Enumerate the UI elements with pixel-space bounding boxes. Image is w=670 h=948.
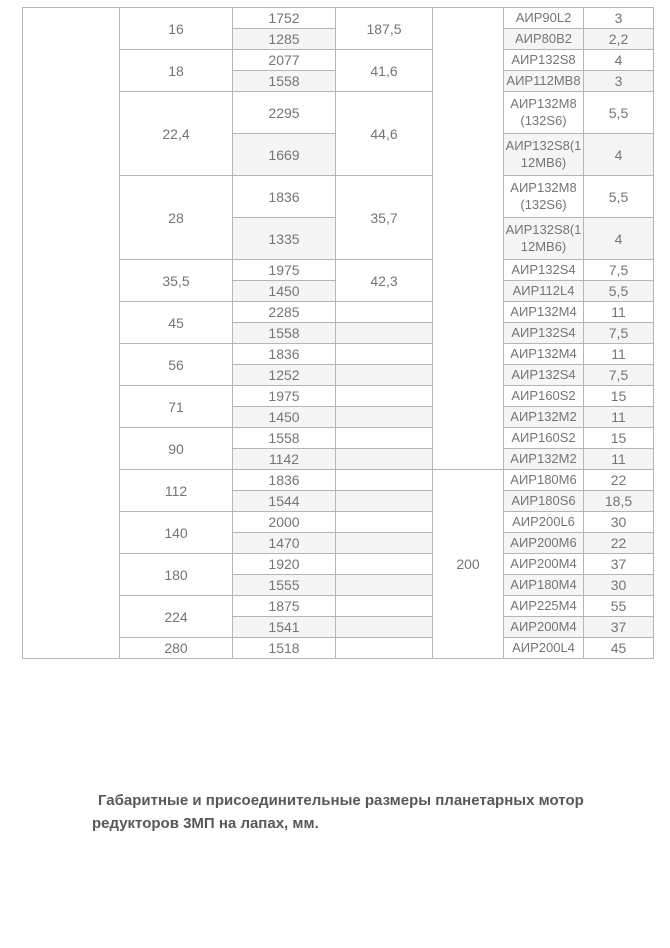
freq-cell: 1142: [233, 449, 336, 470]
freq-cell: 2285: [233, 302, 336, 323]
motor-cell: АИР132M4: [504, 302, 584, 323]
torque-cell: 41,6: [336, 50, 433, 92]
power-cell: 11: [584, 407, 654, 428]
empty-cell: [336, 575, 433, 596]
motor-cell: АИР132S4: [504, 365, 584, 386]
ratio-cell: 45: [120, 302, 233, 344]
power-cell: 45: [584, 638, 654, 659]
power-cell: 7,5: [584, 365, 654, 386]
dimension-cell: 200: [433, 470, 504, 659]
ratio-cell: 35,5: [120, 260, 233, 302]
ratio-cell: 112: [120, 470, 233, 512]
freq-cell: 1252: [233, 365, 336, 386]
power-cell: 7,5: [584, 323, 654, 344]
empty-cell: [336, 470, 433, 491]
freq-cell: 1470: [233, 533, 336, 554]
freq-cell: 2077: [233, 50, 336, 71]
empty-cell: [336, 344, 433, 365]
power-cell: 11: [584, 449, 654, 470]
ratio-cell: 180: [120, 554, 233, 596]
empty-cell: [336, 491, 433, 512]
empty-cell: [336, 638, 433, 659]
torque-cell: 35,7: [336, 176, 433, 260]
ratio-cell: 18: [120, 50, 233, 92]
freq-cell: 1450: [233, 281, 336, 302]
motor-cell: АИР180S6: [504, 491, 584, 512]
motor-cell: АИР132S8(112MB6): [504, 134, 584, 176]
motor-cell: АИР132M8(132S6): [504, 92, 584, 134]
power-cell: 2,2: [584, 29, 654, 50]
freq-cell: 2000: [233, 512, 336, 533]
power-cell: 5,5: [584, 92, 654, 134]
motor-cell: АИР112MB8: [504, 71, 584, 92]
empty-cell: [336, 596, 433, 617]
freq-cell: 1518: [233, 638, 336, 659]
motor-cell: АИР132S4: [504, 323, 584, 344]
power-cell: 11: [584, 302, 654, 323]
freq-cell: 2295: [233, 92, 336, 134]
ratio-cell: 22,4: [120, 92, 233, 176]
torque-cell: 44,6: [336, 92, 433, 176]
power-cell: 22: [584, 470, 654, 491]
empty-cell: [336, 386, 433, 407]
motor-cell: АИР160S2: [504, 386, 584, 407]
empty-cell: [336, 449, 433, 470]
motor-cell: АИР200M6: [504, 533, 584, 554]
empty-cell: [336, 617, 433, 638]
freq-cell: 1450: [233, 407, 336, 428]
ratio-cell: 280: [120, 638, 233, 659]
power-cell: 5,5: [584, 281, 654, 302]
motor-cell: АИР132M2: [504, 407, 584, 428]
table-caption: Габаритные и присоединительные размеры планетарных мотор редукторов 3МП на лапах, мм.: [92, 792, 584, 832]
motor-cell: АИР132S8: [504, 50, 584, 71]
ratio-cell: 140: [120, 512, 233, 554]
freq-cell: 1875: [233, 596, 336, 617]
motor-cell: АИР225M4: [504, 596, 584, 617]
motor-cell: АИР132S4: [504, 260, 584, 281]
freq-cell: 1544: [233, 491, 336, 512]
power-cell: 18,5: [584, 491, 654, 512]
power-cell: 55: [584, 596, 654, 617]
table-row: [23, 8, 654, 29]
ratio-cell: 224: [120, 596, 233, 638]
motor-cell: АИР132M8(132S6): [504, 176, 584, 218]
power-cell: 4: [584, 50, 654, 71]
freq-cell: 1836: [233, 470, 336, 491]
empty-cell: [336, 323, 433, 344]
freq-cell: 1836: [233, 344, 336, 365]
empty-cell: [336, 365, 433, 386]
motor-cell: АИР132S8(112MB6): [504, 218, 584, 260]
empty-cell: [433, 8, 504, 470]
freq-cell: 1836: [233, 176, 336, 218]
motor-cell: АИР90L2: [504, 8, 584, 29]
empty-cell: [336, 302, 433, 323]
torque-cell: 42,3: [336, 260, 433, 302]
motor-cell: АИР180M4: [504, 575, 584, 596]
power-cell: 5,5: [584, 176, 654, 218]
freq-cell: 1752: [233, 8, 336, 29]
power-cell: 15: [584, 386, 654, 407]
freq-cell: 1975: [233, 386, 336, 407]
freq-cell: 1558: [233, 428, 336, 449]
freq-cell: 1335: [233, 218, 336, 260]
power-cell: 22: [584, 533, 654, 554]
freq-cell: 1975: [233, 260, 336, 281]
motor-cell: АИР160S2: [504, 428, 584, 449]
power-cell: 4: [584, 218, 654, 260]
power-cell: 3: [584, 8, 654, 29]
freq-cell: 1285: [233, 29, 336, 50]
motor-cell: АИР200M4: [504, 617, 584, 638]
power-cell: 30: [584, 512, 654, 533]
power-cell: 15: [584, 428, 654, 449]
freq-cell: 1555: [233, 575, 336, 596]
power-cell: 4: [584, 134, 654, 176]
torque-cell: 187,5: [336, 8, 433, 50]
empty-cell: [336, 428, 433, 449]
motor-cell: АИР132M2: [504, 449, 584, 470]
empty-cell: [23, 8, 120, 659]
empty-cell: [336, 554, 433, 575]
motor-cell: АИР180M6: [504, 470, 584, 491]
motor-cell: АИР200M4: [504, 554, 584, 575]
motor-cell: АИР80B2: [504, 29, 584, 50]
empty-cell: [336, 512, 433, 533]
motor-cell: АИР200L6: [504, 512, 584, 533]
ratio-cell: 56: [120, 344, 233, 386]
ratio-cell: 28: [120, 176, 233, 260]
empty-cell: [336, 533, 433, 554]
power-cell: 37: [584, 617, 654, 638]
ratio-cell: 90: [120, 428, 233, 470]
power-cell: 3: [584, 71, 654, 92]
freq-cell: 1558: [233, 71, 336, 92]
motor-reducer-spec-table: [22, 7, 654, 659]
freq-cell: 1541: [233, 617, 336, 638]
motor-cell: АИР132M4: [504, 344, 584, 365]
ratio-cell: 71: [120, 386, 233, 428]
freq-cell: 1558: [233, 323, 336, 344]
power-cell: 37: [584, 554, 654, 575]
freq-cell: 1669: [233, 134, 336, 176]
empty-cell: [336, 407, 433, 428]
freq-cell: 1920: [233, 554, 336, 575]
power-cell: 30: [584, 575, 654, 596]
power-cell: 11: [584, 344, 654, 365]
motor-cell: АИР112L4: [504, 281, 584, 302]
power-cell: 7,5: [584, 260, 654, 281]
motor-cell: АИР200L4: [504, 638, 584, 659]
ratio-cell: 16: [120, 8, 233, 50]
